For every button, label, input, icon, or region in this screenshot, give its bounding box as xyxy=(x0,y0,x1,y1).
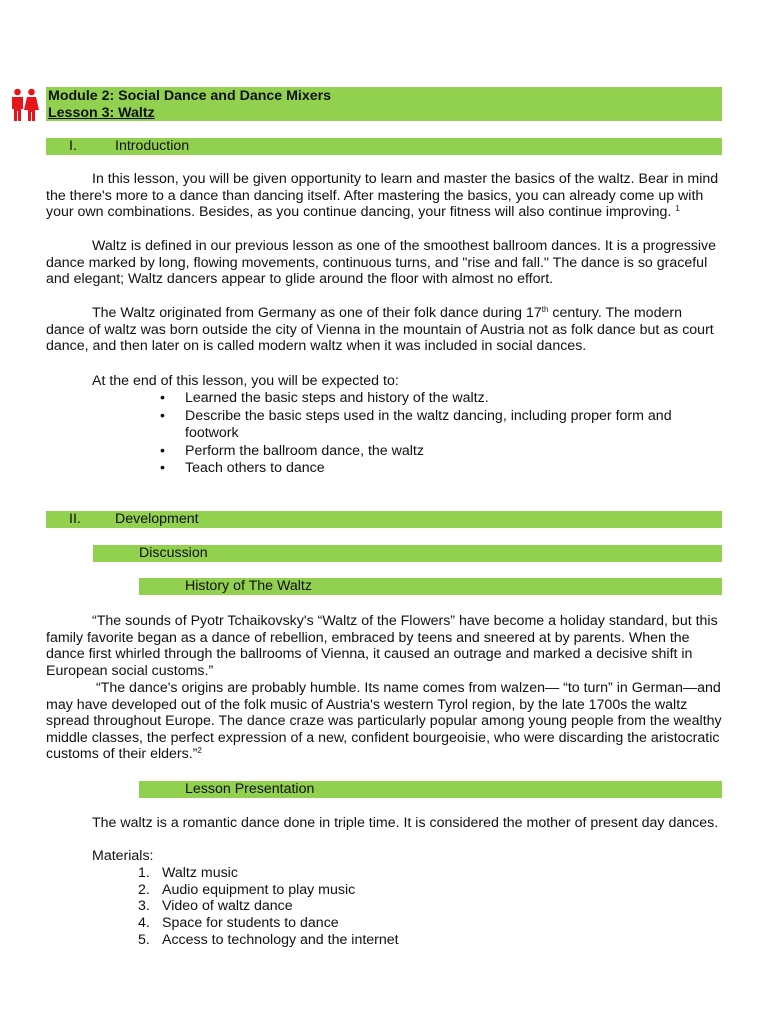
intro-paragraph-4: At the end of this lesson, you will be expected to: xyxy=(92,373,399,389)
section-introduction-bar xyxy=(46,138,722,155)
materials-label: Materials: xyxy=(92,848,154,864)
subsection-title: Lesson Presentation xyxy=(185,781,315,797)
presentation-paragraph: The waltz is a romantic dance done in triple time. It is considered the mother of present day dances. xyxy=(92,815,719,831)
bullet-icon: • xyxy=(160,408,165,424)
module-title: Module 2: Social Dance and Dance Mixers xyxy=(48,88,332,104)
intro-paragraph-2: Waltz is defined in our previous lesson as one of the smoothest ballroom dances. It is a progressive dance marked by long, flowing movements, continuous turns, and "rise and fall." The dance is so graceful and elegant; Waltz dancers appear to glide around the floor with almost no effort. xyxy=(46,238,717,288)
subsection-history-bar xyxy=(139,578,722,595)
history-quote-2: “The dance's origins are probably humble. Its name comes from walzen— “to turn” in German—and may have developed out of the folk music of Austria's western Tyrol region, by the late 1700s the waltz spread throughout Europe. The dance craze was particularly popular among young people from the wealthy middle classes, the perfect expression of a new, confident bourgeoisie, who were discarding the aristocratic customs of their elders.”$^2$ xyxy=(46,680,722,763)
people-icon xyxy=(10,88,40,122)
section-title: Introduction xyxy=(115,138,190,154)
bullet-icon: • xyxy=(160,390,165,406)
document-page: Module 2: Social Dance and Dance Mixers Lesson 3: Waltz I. Introduction In this lesson, you will be given opportunity to learn and master the basics of the waltz. Bear in mind the there's more to a dance than dancing itself. After mastering the basics, you can already come up with your own combinations. Besides, as you continue dancing, your fitness will also continue improving. $^1$ Waltz is defined in our previous lesson as one of the smoothest ballroom dances. It is a progressive dance marked by long, flowing movements, continuous turns, and "rise and fall." The dance is so graceful and elegant; Waltz dancers appear to glide around the floor with almost no effort. The Waltz originated from Germany as one of their folk dance during 17th century. The modern dance of waltz was born outside the city of Vienna in the mountain of Austria not as folk dance but as court dance, and then later on is called modern waltz when it was included in social dances. At the end of this lesson, you will be expected to: • Learned the basic steps and history of the waltz. • Describe the basic steps used in the waltz dancing, including proper form and footwork • Perform the ballroom dance, the waltz • Teach others to dance II. Development Discussion History of The Waltz “The sounds of Pyotr Tchaikovsky's “Waltz of the Flowers” have become a holiday standard, but this family favorite began as a dance of rebellion, embraced by teens and sneered at by parents. When the dance first whirled through the ballrooms of Vienna, it caused an outrage and marked a decisive shift in European social customs.” “The dance's origins are probably humble. Its name comes from walzen— “to turn” in German—and may have developed out of the folk music of Austria's western Tyrol region, by the late 1700s the waltz spread throughout Europe. The dance craze was particularly popular among young people from the wealthy middle classes, the perfect expression of a new, confident bourgeoisie, who were discarding the aristocratic customs of their elders.”$^2$ Lesson Presentation The waltz is a romantic dance done in triple time. It is considered the mother of present day dances. Materials: 1. Waltz music 2. Audio equipment to play music 3. Video of waltz dance 4. Space for students to dance 5. Access to technology and the internet xyxy=(0,0,768,1024)
subsection-discussion-bar xyxy=(93,545,722,562)
intro-paragraph-3: The Waltz originated from Germany as one of their folk dance during 17th century. The modern dance of waltz was born outside the city of Vienna in the mountain of Austria not as folk dance but as court dance, and then later on is called modern waltz when it was included in social dances. xyxy=(46,305,714,355)
section-number: II. xyxy=(69,511,81,527)
section-number: I. xyxy=(69,138,77,154)
subsection-presentation-bar xyxy=(139,781,722,798)
section-development-bar xyxy=(46,511,722,528)
subsection-title: Discussion xyxy=(139,545,208,561)
history-quote-1: “The sounds of Pyotr Tchaikovsky's “Waltz of the Flowers” have become a holiday standard, but this family favorite began as a dance of rebellion, embraced by teens and sneered at by parents. When the dance first whirled through the ballrooms of Vienna, it caused an outrage and marked a decisive shift in European social customs.” xyxy=(46,613,718,679)
module-header xyxy=(46,87,722,121)
bullet-icon: • xyxy=(160,443,165,459)
subsection-title: History of The Waltz xyxy=(185,578,312,594)
section-title: Development xyxy=(115,511,199,527)
bullet-icon: • xyxy=(160,460,165,476)
lesson-title: Lesson 3: Waltz xyxy=(48,104,155,121)
intro-paragraph-1: In this lesson, you will be given opportunity to learn and master the basics of the waltz. Bear in mind the there's more to a dance than dancing itself. After mastering the basics, you can already come up with your own combinations. Besides, as you continue dancing, your fitness will also continue improving. $^1$ xyxy=(46,171,719,221)
